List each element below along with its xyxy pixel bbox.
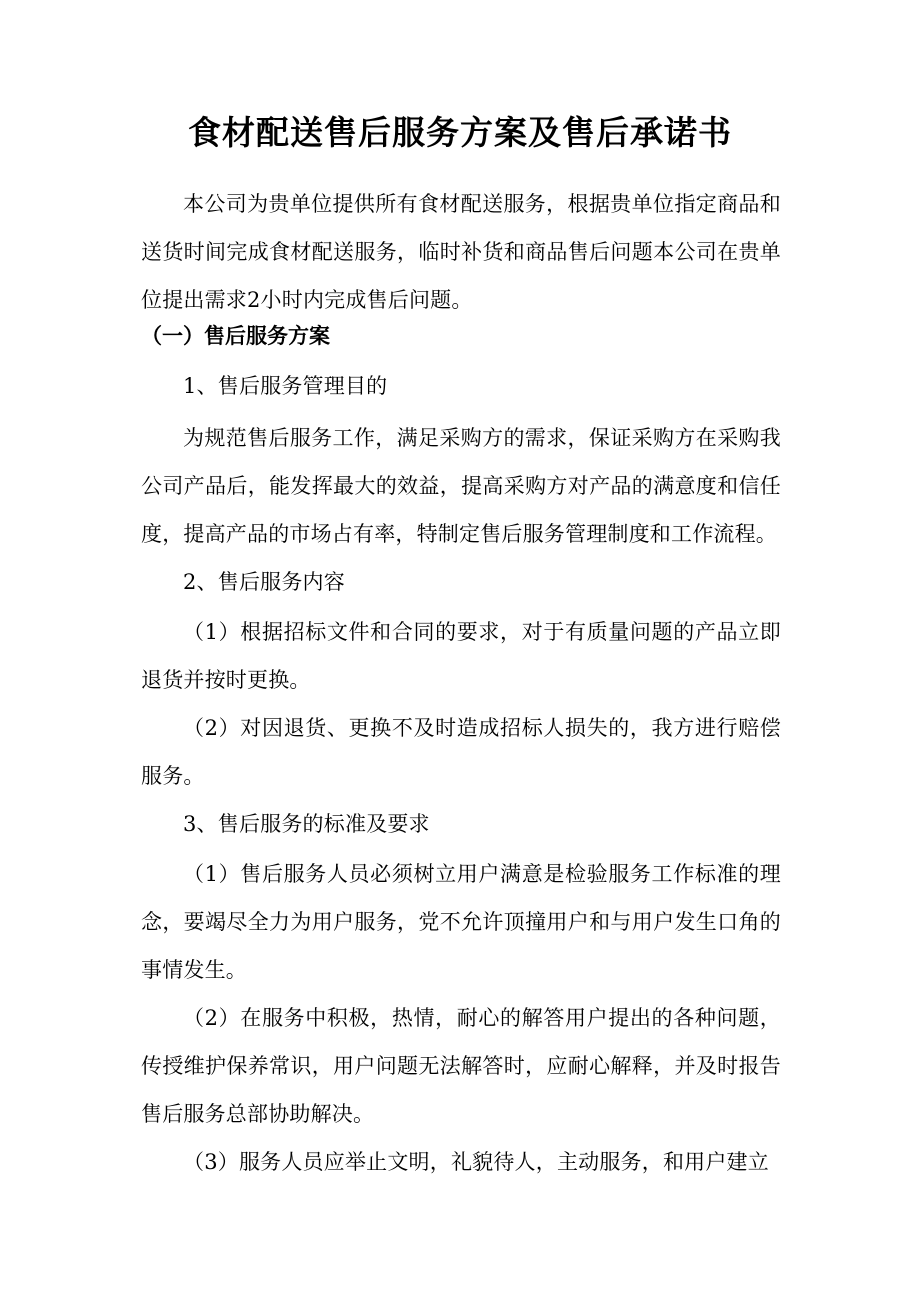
service-standards-item-1: （1）售后服务人员必须树立用户满意是检验服务工作标准的理念，要竭尽全力为用户服务，党不允许顶撞用户和与用户发生口角的事情发生。 bbox=[141, 862, 781, 982]
subsection-title-management-purpose: 1、售后服务管理目的 bbox=[183, 374, 388, 398]
paragraph-management-purpose: 为规范售后服务工作，满足采购方的需求，保证采购方在采购我公司产品后，能发挥最大的效益，提高采购方对产品的满意度和信任度，提高产品的市场占有率，特制定售后服务管理制度和工作流程。 bbox=[141, 426, 781, 546]
subsection-title-service-content: 2、售后服务内容 bbox=[183, 570, 345, 594]
section-heading-after-sales-plan: （一）售后服务方案 bbox=[141, 324, 330, 348]
service-standards-item-2: （2）在服务中积极，热情，耐心的解答用户提出的各种问题，传授维护保养常识，用户问题无法解答时，应耐心解释，并及时报告售后服务总部协助解决。 bbox=[141, 1006, 781, 1126]
service-standards-item-3: （3）服务人员应举止文明，礼貌待人，主动服务，和用户建立 bbox=[183, 1150, 769, 1174]
subsection-title-service-standards: 3、售后服务的标准及要求 bbox=[183, 812, 430, 836]
intro-paragraph: 本公司为贵单位提供所有食材配送服务，根据贵单位指定商品和送货时间完成食材配送服务，临时补货和商品售后问题本公司在贵单位提出需求2小时内完成售后问题。 bbox=[141, 192, 781, 312]
service-content-item-1: （1）根据招标文件和合同的要求，对于有质量问题的产品立即退货并按时更换。 bbox=[141, 620, 781, 692]
service-content-item-2: （2）对因退货、更换不及时造成招标人损失的，我方进行赔偿服务。 bbox=[141, 716, 781, 788]
document-title: 食材配送售后服务方案及售后承诺书 bbox=[188, 113, 732, 152]
